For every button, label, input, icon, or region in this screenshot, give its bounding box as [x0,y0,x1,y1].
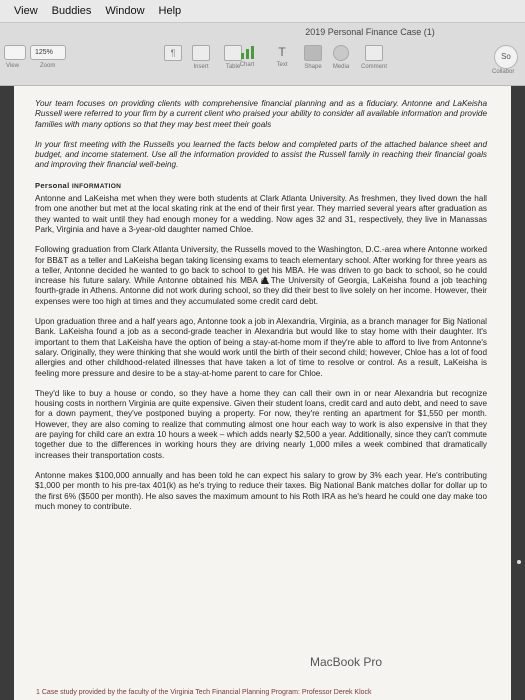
document-title: 2019 Personal Finance Case (1) [305,27,435,37]
menu-view[interactable]: View [14,5,38,17]
table-label: Table [225,64,241,70]
view-label: View [6,63,19,69]
scroll-indicator[interactable] [517,560,521,564]
menu-buddies[interactable]: Buddies [51,5,92,17]
word-toolbar [0,23,525,86]
zoom-label: Zoom [40,63,56,69]
shape-label: Shape [304,64,322,70]
media-label: Media [332,64,350,70]
chart-button[interactable] [232,45,262,68]
chart-label: Chart [239,62,255,68]
document-page[interactable] [14,86,511,700]
paragraph-button[interactable] [164,45,182,64]
insert-label: Insert [193,64,209,70]
media-button[interactable] [326,45,356,70]
footnote: 1 Case study provided by the faculty of the Virginia Tech Financial Planning Program: Professor Derek Klock [36,689,372,696]
menu-bar [0,0,525,23]
shape-button[interactable] [298,45,328,70]
body-paragraph-3: Upon graduation three and a half years ago, Antonne took a job in Alexandria, Virginia, as a branch manager for Big National Bank. LaKeisha found a job as a second-grade teacher in Alexandria but would like to stay home with their daughter. It's important to them that LaKeisha have the option of being a stay-at-home mom if they're able to afford to live from Antonne's salary. Originally, they were thinking that she would work until the birth of their second child; however, Chloe has a lot of food allergies and other childhood-related illnesses that have taken a lot of time to resolve or control. As a result, LaKeisha is feeling more pressure and desire to be a stay-at-home parent to care for Chloe. [35,317,487,378]
pilcrow-icon: ¶ [164,45,182,61]
comment-label: Comment [360,64,387,70]
text-label: Text [276,62,288,68]
intro-paragraph-1: Your team focuses on providing clients with comprehensive financial planning and as a fiduciary. Antonne and LaKeisha Russell were referred to your firm by a current client who praised your ability to consider all available information and provide families with many options so that they may best meet their goals [35,99,487,129]
comment-button[interactable] [354,45,394,70]
body-paragraph-2: Following graduation from Clark Atlanta University, the Russells moved to the Washington, D.C.-area where Antonne worked for BB&T as a teller and LaKeisha began taking licensing exams to teach elementary school. After working for three years as a teller, Antonne decided he wanted to go back to school to get his MBA. He was driven to go back to school, so he could increase his future salary. While Antonne obtained his MBA at The University of Georgia, LaKeisha found a job teaching fourth-grade in Athens. Antonne did not work during school, so they did their best to live solely on her income. However, their expenses were too high at times and they accumulated some credit card debt. [35,245,487,306]
text-button[interactable] [267,45,297,68]
insert-button[interactable] [186,45,216,70]
shape-icon [304,45,322,61]
collaborator-avatar[interactable]: So [494,45,518,69]
zoom-selector[interactable]: 125% [30,45,66,60]
collaborate-label: Collabor [492,69,515,75]
body-paragraph-5: Antonne makes $100,000 annually and has been told he can expect his salary to grow by 3% each year. He's contributing $1,000 per month to his pre-tax 401(k) as he's trying to reduce their taxes. Big National Bank matches dollar for dollar up to the first 6% ($500 per month). He also saves the maximum amount to his Roth IRA as he's heard he could one day make too much money to contribute. [35,470,487,511]
comment-icon [365,45,383,61]
menu-help[interactable]: Help [158,5,182,17]
document-body [35,99,487,522]
mouse-cursor-icon [261,276,269,284]
media-icon [333,45,349,61]
body-paragraph-4: They'd like to buy a house or condo, so they have a home they can call their own in or near Alexandria but recognize housing costs in northern Virginia are quite expensive. Given their student loans, credit card and auto debt, and need to save for a down payment, they've postponed buying a property. For now, they're renting an apartment for $1,550 per month. However, they are also coming to realize that commuting almost one hour each way to work is also expensive in that they are paying for child care an extra 10 hours a week – which adds nearly $2,500 a year. Additionally, since they can't commute together due to the differences in working hours they are driving nearly 1,000 miles a week combined that dramatically increases their transportation costs. [35,388,487,460]
view-selector[interactable] [4,45,26,60]
heading-main: Personal [35,180,72,190]
section-heading [35,181,487,192]
bar-chart-icon [239,45,255,59]
intro-paragraph-2: In your first meeting with the Russells you learned the facts below and completed parts of the attached balance sheet and budget, and income statement. Use all the information provided to assist the Russell family in reaching their financial goals and improving their financial well-being. [35,139,487,170]
insert-icon [192,45,210,61]
body-paragraph-1: Antonne and LaKeisha met when they were both students at Clark Atlanta University. As freshmen, they lived down the hall from one another but met at the local skating rink at the end of their first year. They married several years after graduation as they wanted to wait until they had enough money for a wedding. Now ages 32 and 31, respectively, they live in Manassas Park, Virginia and have a 3-year-old daughter named Chloe. [35,194,487,234]
text-box-icon: T [278,45,286,59]
menu-window[interactable]: Window [105,5,145,17]
heading-small: INFORMATION [71,182,122,190]
device-watermark: MacBook Pro [310,655,383,669]
